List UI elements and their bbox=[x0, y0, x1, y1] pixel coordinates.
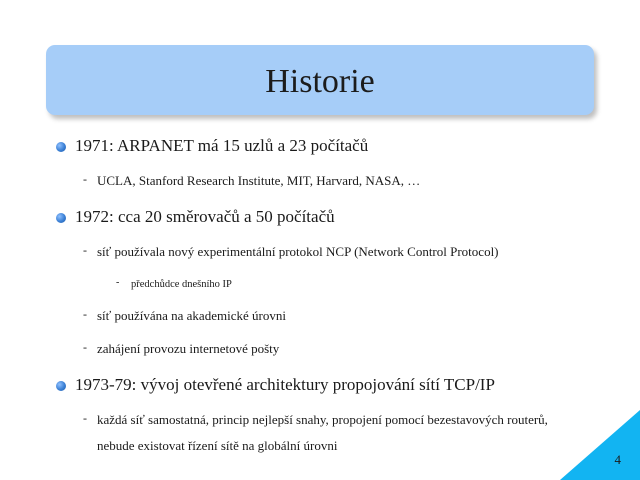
bullet-item bbox=[56, 375, 616, 395]
dash-icon: - bbox=[83, 307, 87, 321]
dash-icon: - bbox=[83, 172, 87, 186]
sub-bullet-item bbox=[83, 411, 563, 459]
sub-bullet-text: UCLA, Stanford Research Institute, MIT, Harvard, NASA, … bbox=[97, 173, 421, 188]
bullet-dot-icon bbox=[56, 381, 66, 391]
sub-bullet-item bbox=[83, 340, 603, 362]
sub-sub-bullet-text: předchůdce dnešního IP bbox=[131, 279, 232, 290]
sub-sub-bullet-item bbox=[116, 279, 516, 292]
bullet-text: 1972: cca 20 směrovačů a 50 počítačů bbox=[75, 207, 335, 226]
dash-icon: - bbox=[83, 411, 87, 425]
dash-icon: - bbox=[116, 277, 120, 288]
bullet-dot-icon bbox=[56, 142, 66, 152]
bullet-item bbox=[56, 136, 616, 156]
sub-bullet-text: síť používána na akademické úrovni bbox=[97, 308, 286, 323]
dash-icon: - bbox=[83, 340, 87, 354]
slide-title: Historie bbox=[265, 63, 375, 100]
sub-bullet-text: zahájení provozu internetové pošty bbox=[97, 341, 280, 356]
sub-bullet-item bbox=[83, 172, 603, 194]
sub-bullet-item bbox=[83, 243, 603, 265]
dash-icon: - bbox=[83, 243, 87, 257]
sub-bullet-item bbox=[83, 307, 603, 329]
bullet-text: 1971: ARPANET má 15 uzlů a 23 počítačů bbox=[75, 136, 369, 155]
sub-bullet-text: síť používala nový experimentální protokol NCP (Network Control Protocol) bbox=[97, 244, 499, 259]
sub-bullet-text: každá síť samostatná, princip nejlepší snahy, propojení pomocí bezestavových routerů, nebude existovat řízení sítě na globální úrovni bbox=[97, 412, 548, 453]
bullet-item bbox=[56, 207, 616, 227]
corner-triangle bbox=[560, 410, 640, 480]
page-number: 4 bbox=[614, 452, 621, 467]
bullet-dot-icon bbox=[56, 213, 66, 223]
bullet-text: 1973-79: vývoj otevřené architektury propojování sítí TCP/IP bbox=[75, 375, 495, 394]
